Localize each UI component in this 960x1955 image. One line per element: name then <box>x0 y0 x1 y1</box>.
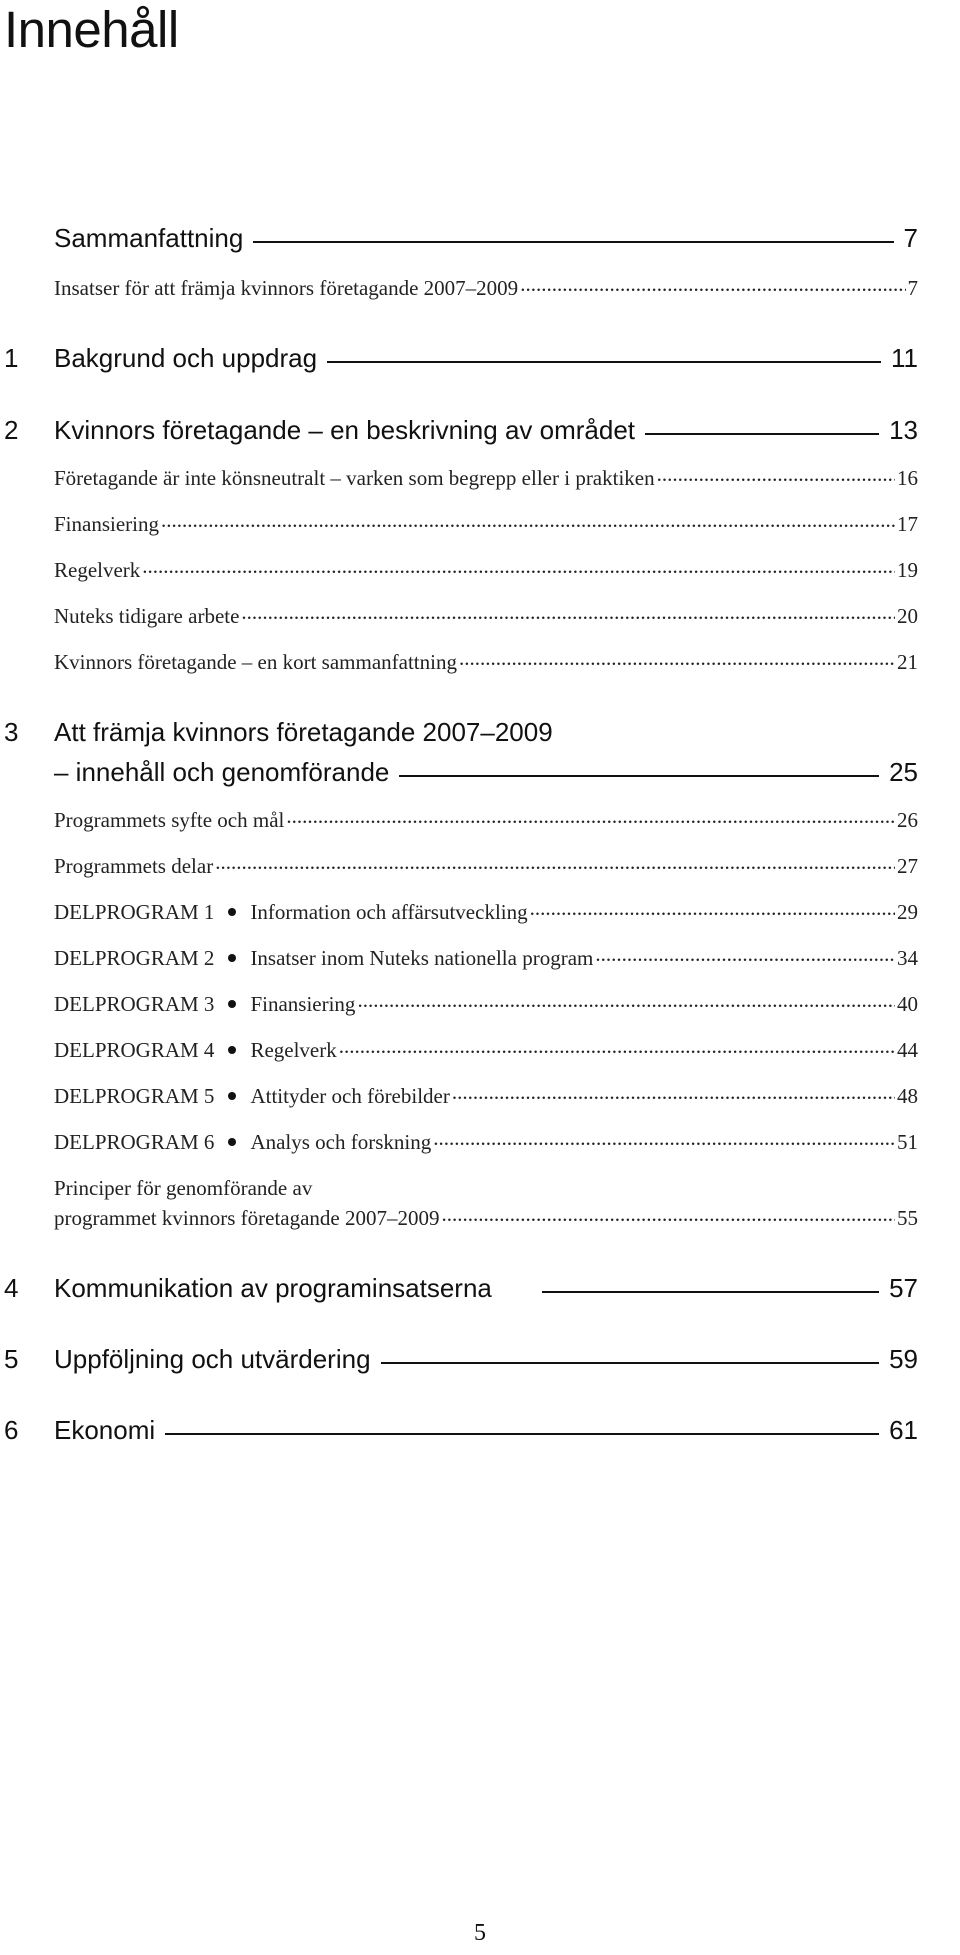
toc-entry-principer-line1[interactable] <box>54 1174 312 1202</box>
toc-page-number: 44 <box>897 1038 918 1062</box>
chapter-number: 6 <box>4 1415 19 1445</box>
toc-entry-label: Programmets delar <box>54 854 214 878</box>
toc-page-number: 34 <box>897 946 918 970</box>
chapter-number: 1 <box>4 343 19 373</box>
toc-entry-delprogram-2[interactable] <box>54 944 918 972</box>
leader-dots <box>433 1128 895 1149</box>
toc-entry-chapter-5[interactable] <box>54 1343 918 1375</box>
toc-page-number: 7 <box>903 223 918 253</box>
toc-entry-label: Insatser inom Nuteks nationella program <box>250 946 594 970</box>
leader-rule <box>645 433 879 435</box>
delprogram-prefix: DELPROGRAM 4 <box>54 1038 215 1062</box>
page-title: Innehåll <box>4 1 179 58</box>
delprogram-prefix: DELPROGRAM 3 <box>54 992 215 1016</box>
delprogram-prefix: DELPROGRAM 6 <box>54 1130 215 1154</box>
toc-page-number: 16 <box>897 466 918 490</box>
leader-dots <box>161 510 895 531</box>
toc-page-number: 29 <box>897 900 918 924</box>
toc-entry-label: Regelverk <box>54 558 141 582</box>
leader-dots <box>459 648 895 669</box>
toc-entry-label: Attityder och förebilder <box>250 1084 450 1108</box>
toc-entry-principer[interactable] <box>54 1204 918 1232</box>
toc-entry-2-3[interactable] <box>54 556 918 584</box>
toc-entry-2-1[interactable] <box>54 464 918 492</box>
bullet-icon <box>228 1138 236 1146</box>
toc-page-number: 27 <box>897 854 918 878</box>
bullet-icon <box>228 1046 236 1054</box>
toc-entry-label: Nuteks tidigare arbete <box>54 604 240 628</box>
toc-entry-label: Kommunikation av programinsatserna <box>54 1273 492 1303</box>
toc-entry-label: Kvinnors företagande – en kort sammanfattning <box>54 650 457 674</box>
leader-dots <box>530 898 895 919</box>
toc-entry-label: Analys och forskning <box>250 1130 432 1154</box>
toc-page-number: 55 <box>897 1206 918 1230</box>
leader-dots <box>339 1036 895 1057</box>
toc-entry-chapter-3[interactable] <box>54 756 918 788</box>
toc-entry-label: Uppföljning och utvärdering <box>54 1344 371 1374</box>
toc-entry-chapter-2[interactable] <box>54 414 918 446</box>
toc-entry-2-4[interactable] <box>54 602 918 630</box>
chapter-number: 4 <box>4 1273 19 1303</box>
toc-entry-chapter-3-line1[interactable] <box>54 716 553 748</box>
leader-rule <box>381 1362 880 1364</box>
toc-page-number: 48 <box>897 1084 918 1108</box>
toc-entry-delprogram-5[interactable] <box>54 1082 918 1110</box>
delprogram-prefix: DELPROGRAM 2 <box>54 946 215 970</box>
toc-entry-chapter-1[interactable] <box>54 342 918 374</box>
toc-entry-label: Principer för genomförande av <box>54 1176 313 1200</box>
leader-dots <box>215 852 895 873</box>
toc-page-number: 11 <box>891 343 918 373</box>
toc-page-number: 57 <box>889 1273 918 1303</box>
toc-entry-delprogram-6[interactable] <box>54 1128 918 1156</box>
toc-entry-delprogram-3[interactable] <box>54 990 918 1018</box>
leader-rule <box>327 361 881 363</box>
toc-page-number: 21 <box>897 650 918 674</box>
toc-page-number: 20 <box>897 604 918 628</box>
leader-dots <box>241 602 895 623</box>
toc-entry-label: Att främja kvinnors företagande 2007–2009 <box>54 717 553 747</box>
leader-dots <box>357 990 895 1011</box>
toc-page-number: 25 <box>889 757 918 787</box>
leader-dots <box>595 944 895 965</box>
bullet-icon <box>228 1092 236 1100</box>
toc-page-number: 19 <box>897 558 918 582</box>
leader-dots <box>452 1082 895 1103</box>
bullet-icon <box>228 1000 236 1008</box>
leader-dots <box>142 556 895 577</box>
toc-entry-label: Information och affärsutveckling <box>250 900 528 924</box>
toc-entry-label: Företagande är inte könsneutralt – varken som begrepp eller i praktiken <box>54 466 655 490</box>
leader-rule <box>165 1433 879 1435</box>
leader-dots <box>657 464 895 485</box>
chapter-number: 2 <box>4 415 19 445</box>
leader-rule <box>542 1291 879 1293</box>
toc-page-number: 51 <box>897 1130 918 1154</box>
toc-entry-insatser[interactable] <box>54 274 918 302</box>
toc-entry-2-5[interactable] <box>54 648 918 676</box>
toc-entry-3-2[interactable] <box>54 852 918 880</box>
toc-entry-label: Kvinnors företagande – en beskrivning av området <box>54 415 636 445</box>
leader-rule <box>399 775 879 777</box>
toc-page-number: 59 <box>889 1344 918 1374</box>
toc-entry-label: – innehåll och genomförande <box>54 757 390 787</box>
toc-entry-3-1[interactable] <box>54 806 918 834</box>
toc-entry-sammanfattning[interactable] <box>54 222 918 254</box>
bullet-icon <box>228 908 236 916</box>
toc-entry-label: Ekonomi <box>54 1415 156 1445</box>
leader-rule <box>253 241 893 243</box>
leader-dots <box>286 806 895 827</box>
chapter-number: 5 <box>4 1344 19 1374</box>
toc-entry-delprogram-4[interactable] <box>54 1036 918 1064</box>
toc-entry-label: Bakgrund och uppdrag <box>54 343 318 373</box>
toc-entry-label: Finansiering <box>250 992 356 1016</box>
toc-page-number: 26 <box>897 808 918 832</box>
toc-page-number: 17 <box>897 512 918 536</box>
chapter-number: 3 <box>4 717 19 747</box>
toc-entry-label: Programmets syfte och mål <box>54 808 285 832</box>
toc-entry-label: programmet kvinnors företagande 2007–2009 <box>54 1206 440 1230</box>
toc-entry-label: Sammanfattning <box>54 223 244 253</box>
toc-entry-label: Finansiering <box>54 512 159 536</box>
toc-page-number: 61 <box>889 1415 918 1445</box>
toc-entry-chapter-6[interactable] <box>54 1414 918 1446</box>
toc-entry-label: Regelverk <box>250 1038 337 1062</box>
page-number-footer: 5 <box>474 1920 486 1946</box>
delprogram-prefix: DELPROGRAM 5 <box>54 1084 215 1108</box>
toc-page-number: 13 <box>889 415 918 445</box>
toc-page-number: 40 <box>897 992 918 1016</box>
toc-entry-chapter-4[interactable] <box>54 1272 918 1304</box>
bullet-icon <box>228 954 236 962</box>
toc-page-number: 7 <box>907 276 918 300</box>
leader-dots <box>442 1204 896 1225</box>
toc-entry-label: Insatser för att främja kvinnors företagande 2007–2009 <box>54 276 519 300</box>
toc-entry-delprogram-1[interactable] <box>54 898 918 926</box>
toc-entry-2-2[interactable] <box>54 510 918 538</box>
leader-dots <box>520 274 905 295</box>
delprogram-prefix: DELPROGRAM 1 <box>54 900 215 924</box>
